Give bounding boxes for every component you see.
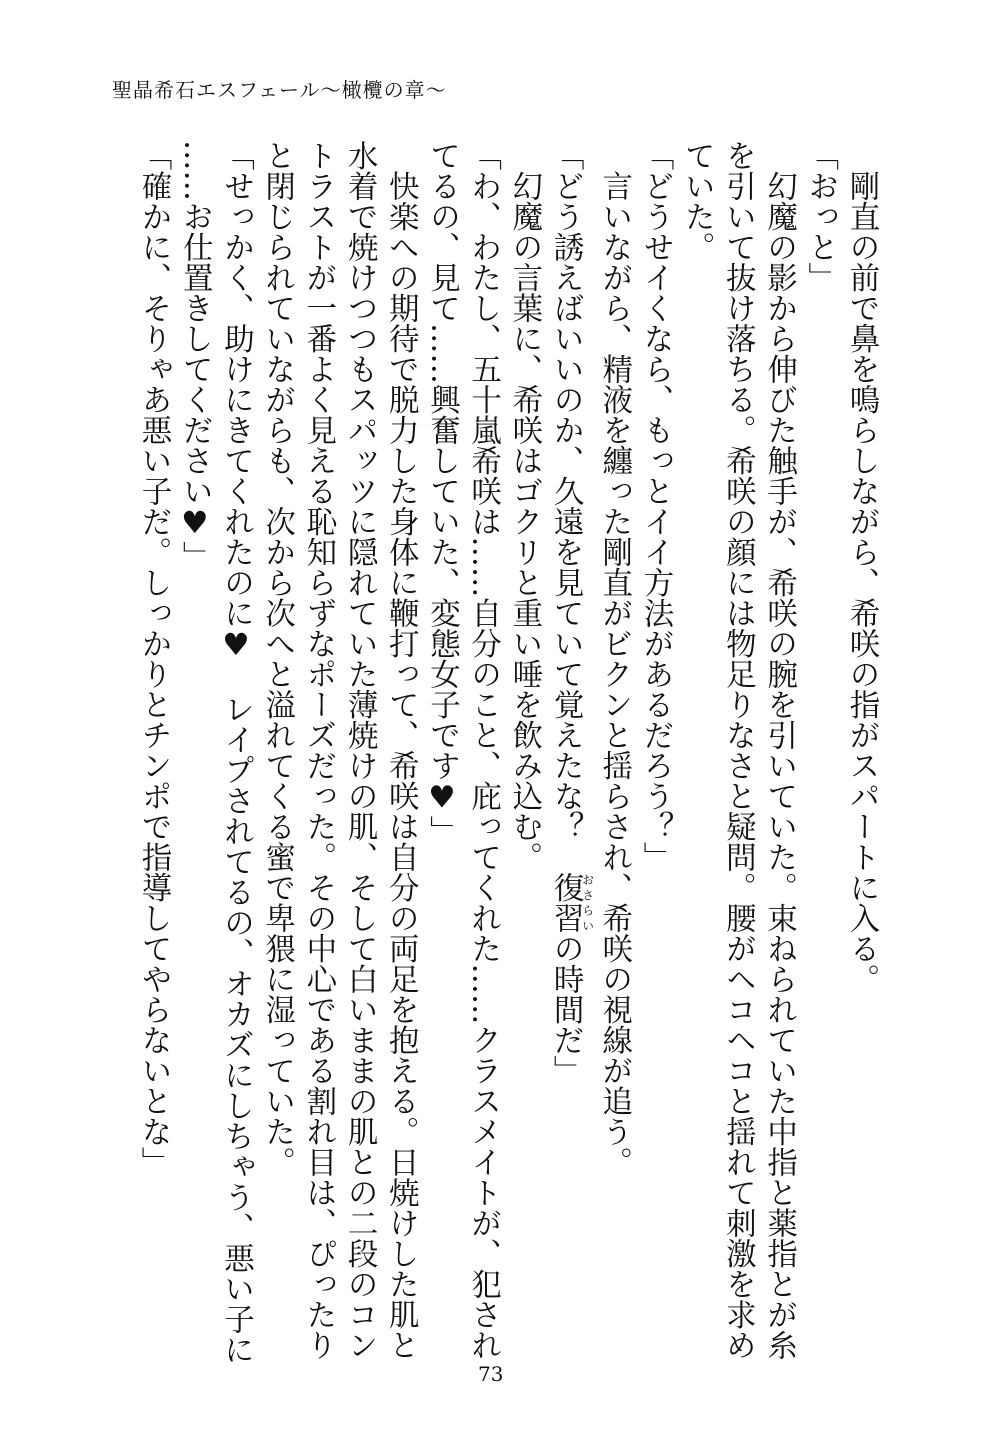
text-line: 「どうせイくなら、もっとイイ方法があるだろう？」 (637, 140, 673, 872)
ruby-reading: おさらい (580, 872, 595, 933)
text-line: ……お仕置きしてください♥」 (177, 140, 213, 572)
ruby-base: 復習 (548, 872, 584, 933)
running-header: 聖晶希石エスフェール～橄欖の章～ (112, 78, 447, 102)
text-line: 水着で焼けつつもスパッツに隠れていた薄焼けの肌、そして白いままの肌との二段のコン (342, 140, 378, 1360)
text-line: 快楽への期待で脱力した身体に鞭打って、希咲は自分の両足を抱える。日焼けした肌と (383, 140, 419, 1360)
text-line: 「おっと」 (802, 140, 838, 293)
text-line: 「せっかく、助けにきてくれたのに♥ レイプされてるの、オカズにしちゃう、悪い子に (218, 140, 254, 1365)
text-line-with-ruby (545, 140, 594, 1370)
text-segment: の時間だ」 (548, 933, 584, 1086)
text-line: 幻魔の影から伸びた触手が、希咲の腕を引いていた。束ねられていた中指と薬指とが糸 (761, 140, 797, 1360)
text-line: 言いながら、精液を纏った剛直がビクンと揺らされ、希咲の視線が追う。 (596, 140, 632, 1177)
text-line: を引いて抜け落ちる。希咲の顔には物足りなさと疑問。腰がヘコヘコと揺れて刺激を求め (720, 140, 756, 1360)
text-line: トラストが一番よく見える恥知らずなポーズだった。その中心である割れ目は、ぴったり (300, 140, 336, 1360)
text-segment: 「どう誘えばいいのか、久遠を見ていて覚えたな？ (548, 140, 584, 872)
text-line: と閉じられていながらも、次から次へと溢れてくる蜜で卑猥に湿っていた。 (259, 140, 295, 1177)
text-line: 剛直の前で鼻を鳴らしながら、希咲の指がスパートに入る。 (844, 140, 879, 994)
text-line: てるの、見て……興奮していた、変態女子です♥」 (424, 140, 460, 846)
ruby-word (548, 872, 595, 933)
text-line: 「わ、わたし、五十嵐希咲は……自分のこと、庇ってくれた……クラスメイトが、犯され (465, 140, 501, 1360)
text-line: ていた。 (679, 140, 715, 262)
text-line: 「確かに、そりゃあ悪い子だ。しっかりとチンポで指導してやらないとな」 (136, 140, 172, 1177)
body-text (133, 140, 882, 1370)
page-number: 73 (478, 1362, 504, 1386)
text-line: 幻魔の言葉に、希咲はゴクリと重い唾を飲み込む。 (506, 140, 542, 872)
